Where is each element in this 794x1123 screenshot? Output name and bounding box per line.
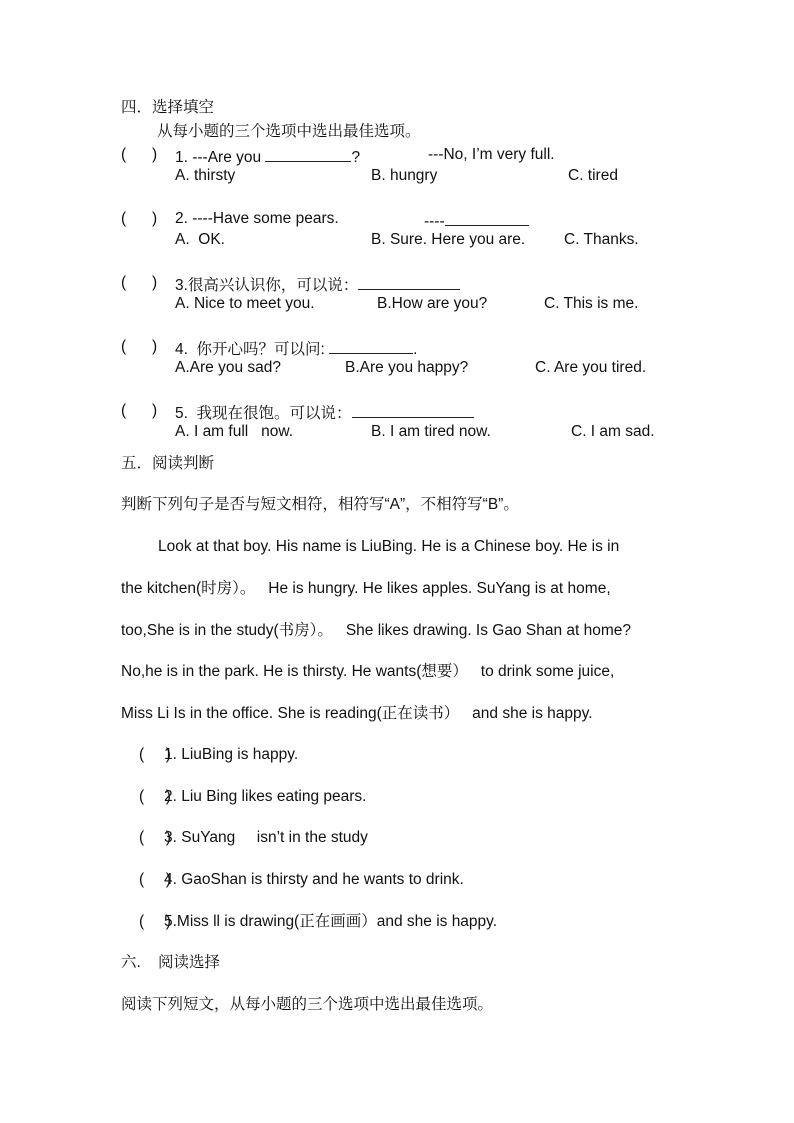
question-stem: 2. ----Have some pears. bbox=[175, 210, 339, 227]
answer-paren[interactable]: ( ) bbox=[139, 788, 171, 805]
passage-line: the kitchen(时房）。 He is hungry. He likes apples. SuYang is at home, bbox=[121, 580, 611, 597]
answer-blank[interactable] bbox=[358, 273, 460, 290]
question-reply-text: ---- bbox=[424, 213, 445, 230]
option-b: B. I am tired now. bbox=[371, 423, 491, 440]
question-reply: ---No, I’m very full. bbox=[428, 146, 555, 163]
answer-blank[interactable] bbox=[352, 401, 474, 418]
option-a: A. OK. bbox=[175, 231, 225, 248]
option-a: A. Nice to meet you. bbox=[175, 295, 315, 312]
passage-line: Look at that boy. His name is LiuBing. He is a Chinese boy. He is in bbox=[158, 538, 620, 555]
option-c: C. tired bbox=[568, 167, 618, 184]
statement-text: 5.Miss ll is drawing(正在画画）and she is happy. bbox=[164, 913, 498, 930]
question-stem bbox=[175, 337, 417, 360]
answer-paren[interactable]: ( ) bbox=[121, 338, 158, 355]
option-a: A. I am full now. bbox=[175, 423, 294, 440]
question-stem bbox=[175, 145, 360, 168]
option-a: A.Are you sad? bbox=[175, 359, 281, 376]
section5-instruction: 判断下列句子是否与短文相符，相符写“A”，不相符写“B”。 bbox=[121, 496, 519, 513]
passage-line: too,She is in the study(书房）。 She likes drawing. Is Gao Shan at home? bbox=[121, 622, 632, 639]
passage-line: Miss Li Is in the office. She is reading(正在读书） and she is happy. bbox=[121, 705, 593, 722]
answer-paren[interactable]: ( ) bbox=[121, 274, 158, 291]
option-c: C. Thanks. bbox=[564, 231, 639, 248]
section6-title: 六. 阅读选择 bbox=[121, 954, 221, 971]
option-c: C. I am sad. bbox=[571, 423, 655, 440]
section4-instruction: 从每小题的三个选项中选出最佳选项。 bbox=[157, 123, 421, 140]
answer-blank[interactable] bbox=[329, 337, 413, 354]
answer-paren[interactable]: ( ) bbox=[121, 146, 158, 163]
answer-blank[interactable] bbox=[265, 145, 351, 162]
section6-instruction: 阅读下列短文，从每小题的三个选项中选出最佳选项。 bbox=[121, 996, 494, 1013]
statement-text: 3. SuYang isn’t in the study bbox=[164, 829, 368, 846]
option-c: C. This is me. bbox=[544, 295, 639, 312]
answer-paren[interactable]: ( ) bbox=[121, 402, 158, 419]
option-a: A. thirsty bbox=[175, 167, 236, 184]
answer-paren[interactable]: ( ) bbox=[139, 913, 171, 930]
statement-text: 4. GaoShan is thirsty and he wants to drink. bbox=[164, 871, 464, 888]
question-stem-text: 5. 我现在很饱。可以说： bbox=[175, 405, 352, 422]
option-b: B.Are you happy? bbox=[345, 359, 469, 376]
answer-paren[interactable]: ( ) bbox=[139, 829, 171, 846]
section5-title: 五．阅读判断 bbox=[121, 455, 215, 472]
answer-paren[interactable]: ( ) bbox=[139, 746, 171, 763]
option-b: B. hungry bbox=[371, 167, 438, 184]
section4-title: 四．选择填空 bbox=[121, 99, 215, 116]
question-reply bbox=[424, 209, 529, 232]
question-stem-after: . bbox=[413, 341, 418, 358]
answer-blank[interactable] bbox=[445, 209, 529, 226]
answer-paren[interactable]: ( ) bbox=[139, 871, 171, 888]
question-stem bbox=[175, 401, 474, 424]
option-c: C. Are you tired. bbox=[535, 359, 647, 376]
question-stem bbox=[175, 273, 460, 296]
passage-line: No,he is in the park. He is thirsty. He wants(想要） to drink some juice, bbox=[121, 663, 615, 680]
question-stem-text: 1. ---Are you bbox=[175, 149, 262, 166]
question-stem-text: 3.很高兴认识你，可以说： bbox=[175, 277, 359, 294]
question-stem-text: 4. 你开心吗？可以问: bbox=[175, 341, 325, 358]
question-stem-after: ? bbox=[351, 149, 361, 166]
answer-paren[interactable]: ( ) bbox=[121, 210, 158, 227]
statement-text: 1. LiuBing is happy. bbox=[164, 746, 299, 763]
statement-text: 2. Liu Bing likes eating pears. bbox=[164, 788, 367, 805]
option-b: B. Sure. Here you are. bbox=[371, 231, 526, 248]
option-b: B.How are you? bbox=[377, 295, 488, 312]
